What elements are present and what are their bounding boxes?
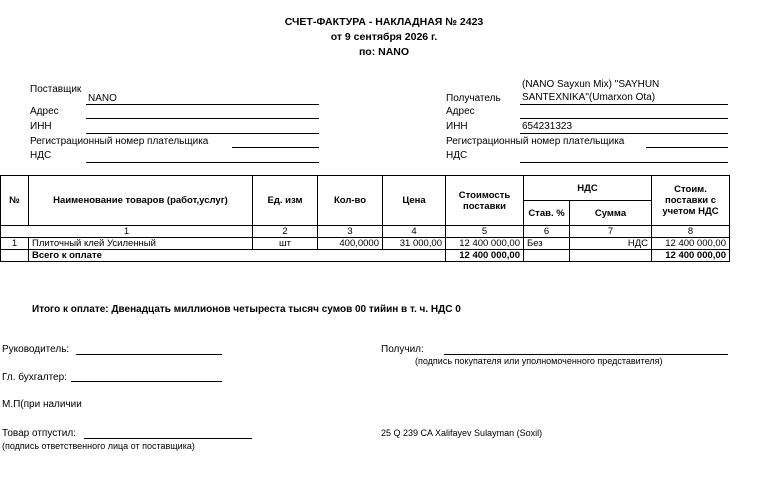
- supplier-value: NANO: [88, 93, 117, 104]
- received-signature-line: [444, 354, 728, 355]
- total-row: [1, 250, 730, 262]
- recipient-value-line2: SANTEXNIKA"(Umarxon Ota): [522, 92, 656, 103]
- row-qty: 400,0000: [318, 238, 383, 250]
- header-nds: НДС: [524, 176, 652, 201]
- released-label: Товар отпустил:: [2, 428, 76, 439]
- row-name: Плиточный клей Усиленный: [29, 238, 253, 250]
- colnum-4: 4: [383, 226, 446, 238]
- stamp-label: М.П(при наличии: [2, 399, 82, 410]
- header-name: Наименование товаров (работ,услуг): [29, 176, 253, 226]
- colnum-5: 5: [446, 226, 524, 238]
- colnum-1: 1: [1, 226, 253, 238]
- received-label: Получил:: [381, 344, 424, 355]
- supplier-reg-line: [232, 147, 319, 148]
- row-nds-sum: НДС: [570, 238, 652, 250]
- supplier-label: Поставщик: [30, 84, 82, 95]
- accountant-signature-line: [71, 381, 222, 382]
- recipient-address-line: [520, 118, 728, 119]
- director-label: Руководитель:: [2, 344, 70, 355]
- document-date: от 9 сентября 2026 г.: [330, 31, 438, 43]
- supplier-address-label: Адрес: [30, 106, 59, 117]
- total-label: Всего к оплате: [29, 250, 446, 262]
- recipient-label: Получатель: [446, 93, 501, 104]
- document-title: СЧЕТ-ФАКТУРА - НАКЛАДНАЯ № 2423: [284, 16, 484, 28]
- recipient-reg-line: [646, 147, 728, 148]
- header-total-with-nds: Стоим. поставки с учетом НДС: [652, 176, 730, 226]
- supplier-nds-line: [86, 162, 319, 163]
- released-note: (подпись ответственного лица от поставщика): [2, 441, 195, 451]
- invoice-table: [0, 175, 730, 262]
- header-price: Цена: [383, 176, 446, 226]
- recipient-nds-label: НДС: [446, 150, 468, 161]
- header-cost: Стоимость поставки: [446, 176, 524, 226]
- colnum-3: 3: [318, 226, 383, 238]
- row-nds-rate: Без: [524, 238, 570, 250]
- accountant-label: Гл. бухгалтер:: [2, 372, 67, 383]
- recipient-address-label: Адрес: [446, 106, 475, 117]
- total-all: 12 400 000,00: [652, 250, 730, 262]
- released-signature-line: [84, 438, 252, 439]
- total-words: Итого к оплате: Двенадцать миллионов четыреста тысяч сумов 00 тийин в т. ч. НДС 0: [32, 304, 461, 315]
- recipient-nds-line: [520, 162, 728, 163]
- supplier-address-line: [86, 118, 319, 119]
- supplier-line: [86, 104, 319, 105]
- document-po: по: NANO: [358, 46, 410, 58]
- total-cost: 12 400 000,00: [446, 250, 524, 262]
- recipient-inn-value: 654231323: [522, 121, 573, 132]
- recipient-reg-label: Регистрационный номер плательщика: [446, 136, 625, 147]
- supplier-reg-label: Регистрационный номер плательщика: [30, 136, 209, 147]
- row-num: 1: [1, 238, 29, 250]
- header-qty: Кол-во: [318, 176, 383, 226]
- supplier-nds-label: НДС: [30, 150, 52, 161]
- colnum-6: 6: [524, 226, 570, 238]
- header-unit: Ед. изм: [253, 176, 318, 226]
- header-nds-sum: Сумма: [570, 201, 652, 226]
- agent-info: 25 Q 239 CA Xalifayev Sulayman (Soxil): [381, 428, 543, 438]
- recipient-value-line1: (NANO Sayxun Mix) "SAYHUN: [522, 79, 660, 90]
- recipient-inn-label: ИНН: [446, 121, 468, 132]
- supplier-inn-label: ИНН: [30, 121, 52, 132]
- received-note: (подпись покупателя или уполномоченного представителя): [415, 356, 663, 366]
- table-row: [1, 238, 730, 250]
- director-signature-line: [76, 354, 222, 355]
- row-unit: шт: [253, 238, 318, 250]
- row-price: 31 000,00: [383, 238, 446, 250]
- colnum-8: 8: [652, 226, 730, 238]
- recipient-line: [520, 104, 728, 105]
- supplier-inn-line: [86, 133, 319, 134]
- row-cost: 12 400 000,00: [446, 238, 524, 250]
- row-total: 12 400 000,00: [652, 238, 730, 250]
- colnum-7: 7: [570, 226, 652, 238]
- colnum-2: 2: [253, 226, 318, 238]
- header-num: №: [1, 176, 29, 226]
- header-nds-rate: Став. %: [524, 201, 570, 226]
- recipient-inn-line: [520, 133, 728, 134]
